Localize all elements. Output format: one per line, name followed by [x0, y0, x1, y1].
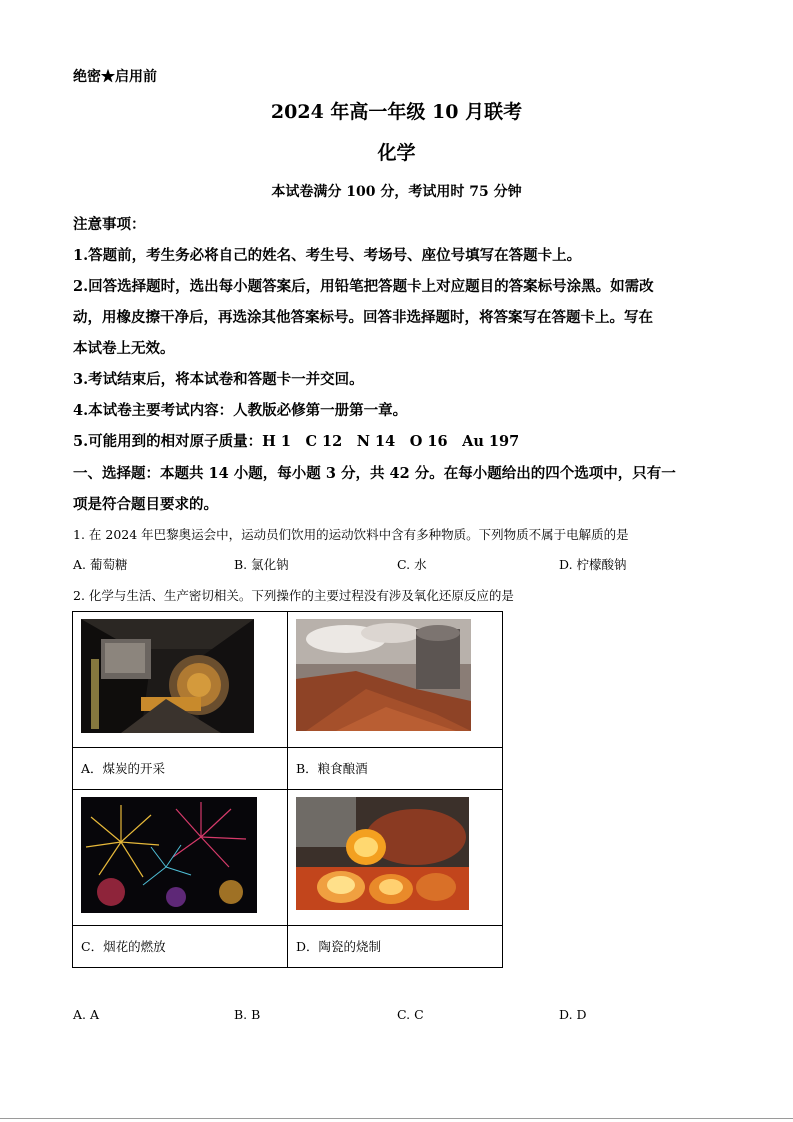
- question-2-option-b[interactable]: B. B: [234, 1007, 261, 1022]
- question-2-option-c[interactable]: C. C: [397, 1007, 424, 1022]
- note-line-3: 动，用橡皮擦干净后，再选涂其他答案标号。回答非选择题时，将答案写在答题卡上。写在: [73, 309, 653, 326]
- cell-c-label[interactable]: C．烟花的燃放: [73, 926, 288, 968]
- question-2-image-table: [72, 611, 503, 968]
- section-heading-line-2: 项是符合题目要求的。: [73, 496, 218, 513]
- question-1-option-c[interactable]: C. 水: [397, 557, 427, 572]
- question-1-option-d[interactable]: D. 柠檬酸钠: [559, 557, 627, 572]
- subject-title: 化学: [377, 142, 416, 164]
- question-1-option-a[interactable]: A. 葡萄糖: [73, 557, 128, 572]
- question-2-option-d[interactable]: D. D: [559, 1007, 587, 1022]
- cell-b-image: [288, 612, 503, 748]
- exam-info: 本试卷满分 100 分，考试用时 75 分钟: [271, 184, 522, 200]
- secret-label: 绝密★启用前: [73, 69, 157, 85]
- notes-heading: 注意事项：: [73, 216, 146, 233]
- question-1-stem: 1. 在 2024 年巴黎奥运会中，运动员们饮用的运动饮料中含有多种物质。下列物质不属于电解质的是: [73, 527, 629, 542]
- question-1-option-b[interactable]: B. 氯化钠: [234, 557, 289, 572]
- page-bottom-rule: [0, 1118, 793, 1119]
- coal-mining-image: [81, 619, 254, 733]
- note-line-4: 本试卷上无效。: [73, 340, 175, 357]
- ceramics-firing-image: [296, 797, 469, 910]
- cell-c-image: [73, 790, 288, 926]
- section-heading-line-1: 一、选择题：本题共 14 小题，每小题 3 分，共 42 分。在每小题给出的四个选项中，只有一: [73, 465, 676, 482]
- question-2-option-a[interactable]: A. A: [73, 1007, 100, 1022]
- exam-title: 2024 年高一年级 10 月联考: [270, 101, 523, 123]
- grain-brewing-image: [296, 619, 471, 731]
- cell-d-label[interactable]: D．陶瓷的烧制: [288, 926, 503, 968]
- cell-a-label[interactable]: A．煤炭的开采: [73, 748, 288, 790]
- note-line-6: 4.本试卷主要考试内容：人教版必修第一册第一章。: [73, 402, 408, 419]
- question-2-stem: 2. 化学与生活、生产密切相关。下列操作的主要过程没有涉及氧化还原反应的是: [73, 588, 514, 603]
- note-line-1: 1.答题前，考生务必将自己的姓名、考生号、考场号、座位号填写在答题卡上。: [73, 247, 582, 264]
- note-line-5: 3.考试结束后，将本试卷和答题卡一并交回。: [73, 371, 364, 388]
- fireworks-image: [81, 797, 257, 913]
- note-line-7: 5.可能用到的相对原子质量：H 1 C 12 N 14 O 16 Au 197: [73, 433, 520, 450]
- cell-a-image: [73, 612, 288, 748]
- cell-d-image: [288, 790, 503, 926]
- cell-b-label[interactable]: B．粮食酿酒: [288, 748, 503, 790]
- note-line-2: 2.回答选择题时，选出每小题答案后，用铅笔把答题卡上对应题目的答案标号涂黑。如需改: [73, 278, 654, 295]
